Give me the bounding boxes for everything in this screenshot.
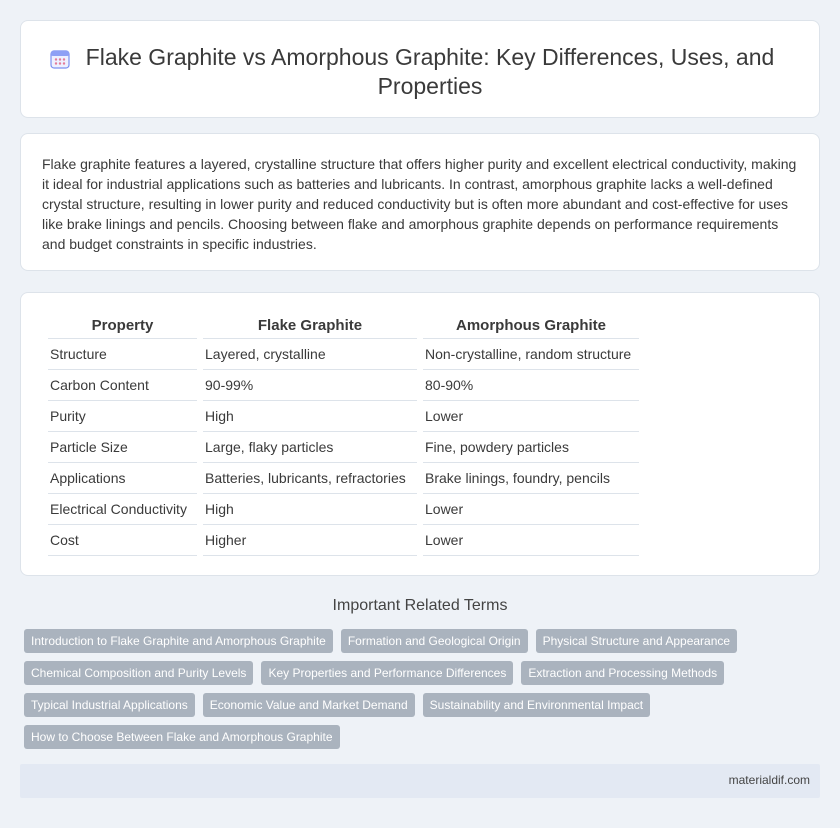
footer [20, 764, 820, 798]
table-row [48, 339, 639, 370]
table-cell: Electrical Conductivity [48, 494, 197, 525]
related-terms-list [24, 629, 784, 749]
table-row [48, 401, 639, 432]
related-term-tag[interactable]: Typical Industrial Applications [24, 693, 195, 717]
table-cell: Large, flaky particles [203, 432, 417, 463]
header-flake-graphite: Flake Graphite [203, 313, 417, 339]
table-cell: Higher [203, 525, 417, 556]
related-term-tag[interactable]: Extraction and Processing Methods [521, 661, 724, 685]
table-cell: Non-crystalline, random structure [423, 339, 639, 370]
table-cell: Purity [48, 401, 197, 432]
table-row [48, 525, 639, 556]
related-term-tag[interactable]: Formation and Geological Origin [341, 629, 528, 653]
table-cell: High [203, 401, 417, 432]
related-term-tag[interactable]: Chemical Composition and Purity Levels [24, 661, 253, 685]
summary-card [20, 133, 820, 271]
related-term-tag[interactable]: Economic Value and Market Demand [203, 693, 415, 717]
table-cell: Cost [48, 525, 197, 556]
table-row [48, 463, 639, 494]
page-title: Flake Graphite vs Amorphous Graphite: Key Differences, Uses, and Properties [85, 44, 775, 99]
comparison-table [42, 313, 645, 556]
related-term-tag[interactable]: Sustainability and Environmental Impact [423, 693, 650, 717]
table-cell: 80-90% [423, 370, 639, 401]
table-cell: Lower [423, 494, 639, 525]
table-cell: High [203, 494, 417, 525]
table-cell: Layered, crystalline [203, 339, 417, 370]
table-cell: Particle Size [48, 432, 197, 463]
table-cell: 90-99% [203, 370, 417, 401]
table-cell: Lower [423, 525, 639, 556]
footer-site-link[interactable]: materialdif.com [728, 773, 810, 787]
table-cell: Lower [423, 401, 639, 432]
table-cell: Carbon Content [48, 370, 197, 401]
related-terms-title: Important Related Terms [332, 597, 508, 614]
related-term-tag[interactable]: How to Choose Between Flake and Amorphous Graphite [24, 725, 340, 749]
table-row [48, 370, 639, 401]
table-cell: Batteries, lubricants, refractories [203, 463, 417, 494]
table-cell: Applications [48, 463, 197, 494]
header-property: Property [48, 313, 197, 339]
table-row [48, 494, 639, 525]
table-row [48, 432, 639, 463]
table-header-row [48, 313, 639, 339]
table-cell: Fine, powdery particles [423, 432, 639, 463]
summary-text: Flake graphite features a layered, crystalline structure that offers higher purity and excellent electrical conductivity, making it ideal for industrial applications such as batteries and lubricants. In contrast, amorphous graphite lacks a well-defined crystal structure, resulting in lower purity and reduced conductivity but is often more abundant and cost-effective for uses like brake linings and pencils. Choosing between flake and amorphous graphite depends on performance requirements and budget constraints in specific industries. [42, 156, 797, 252]
related-term-tag[interactable]: Introduction to Flake Graphite and Amorphous Graphite [24, 629, 333, 653]
related-term-tag[interactable]: Physical Structure and Appearance [536, 629, 737, 653]
title-card [20, 20, 820, 118]
table-cell: Structure [48, 339, 197, 370]
header-amorphous-graphite: Amorphous Graphite [423, 313, 639, 339]
table-cell: Brake linings, foundry, pencils [423, 463, 639, 494]
related-term-tag[interactable]: Key Properties and Performance Differences [261, 661, 513, 685]
comparison-table-card [20, 292, 820, 576]
